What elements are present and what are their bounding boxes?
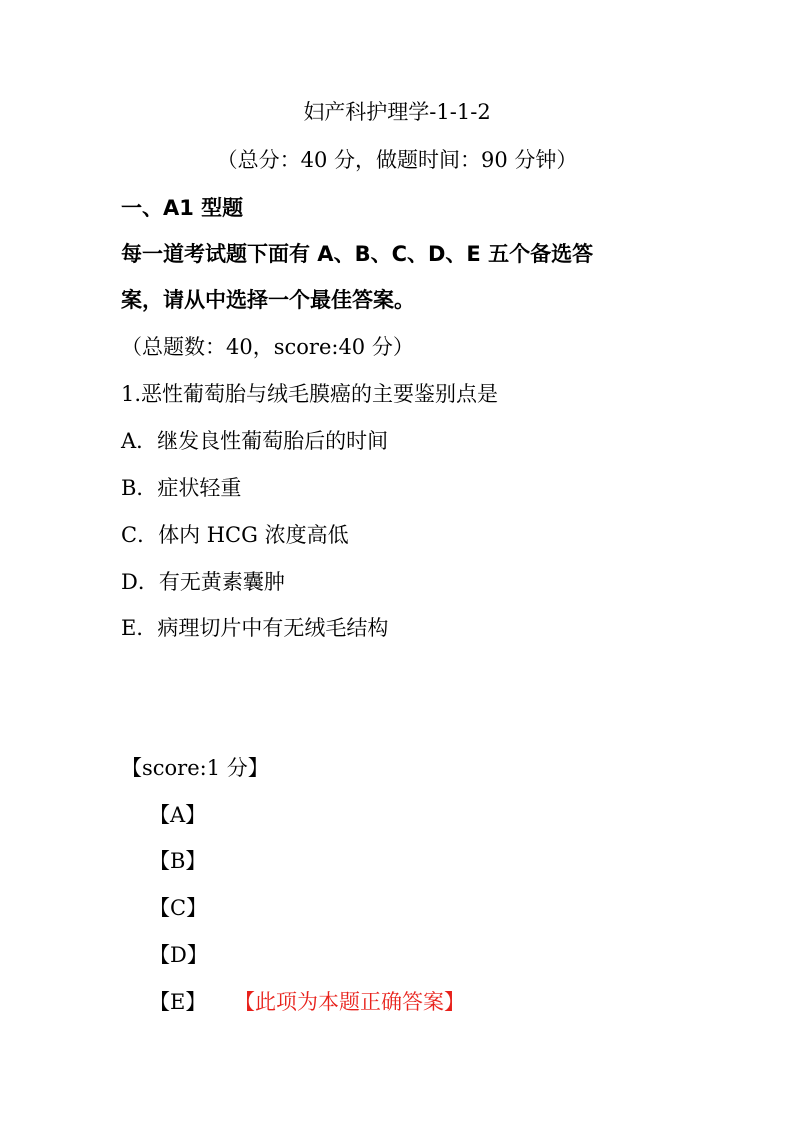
question-stem: 1.恶性葡萄胎与绒毛膜癌的主要鉴别点是	[121, 382, 499, 406]
answer-choice-e: 【E】	[149, 990, 207, 1014]
option-a: A．继发良性葡萄胎后的时间	[121, 429, 389, 453]
option-b: B．症状轻重	[121, 476, 242, 500]
exam-info: （总分：40 分，做题时间：90 分钟）	[216, 148, 578, 172]
correct-answer-note: 【此项为本题正确答案】	[234, 990, 465, 1014]
option-d: D．有无黄素囊肿	[121, 570, 285, 594]
section-heading: 一、A1 型题	[121, 196, 244, 220]
question-score: 【score:1 分】	[121, 756, 269, 780]
answer-choice-c: 【C】	[149, 896, 208, 920]
answer-choice-b: 【B】	[149, 849, 207, 873]
option-c: C．体内 HCG 浓度高低	[121, 523, 349, 547]
section-instruction-line-2: 案，请从中选择一个最佳答案。	[121, 288, 415, 312]
page-title: 妇产科护理学-1-1-2	[303, 100, 491, 124]
answer-choice-a: 【A】	[149, 803, 207, 827]
answer-choice-d: 【D】	[149, 943, 208, 967]
option-e: E．病理切片中有无绒毛结构	[121, 616, 389, 640]
section-instruction-line-1: 每一道考试题下面有 A、B、C、D、E 五个备选答	[121, 242, 594, 266]
question-count: （总题数：40，score:40 分）	[121, 335, 414, 359]
